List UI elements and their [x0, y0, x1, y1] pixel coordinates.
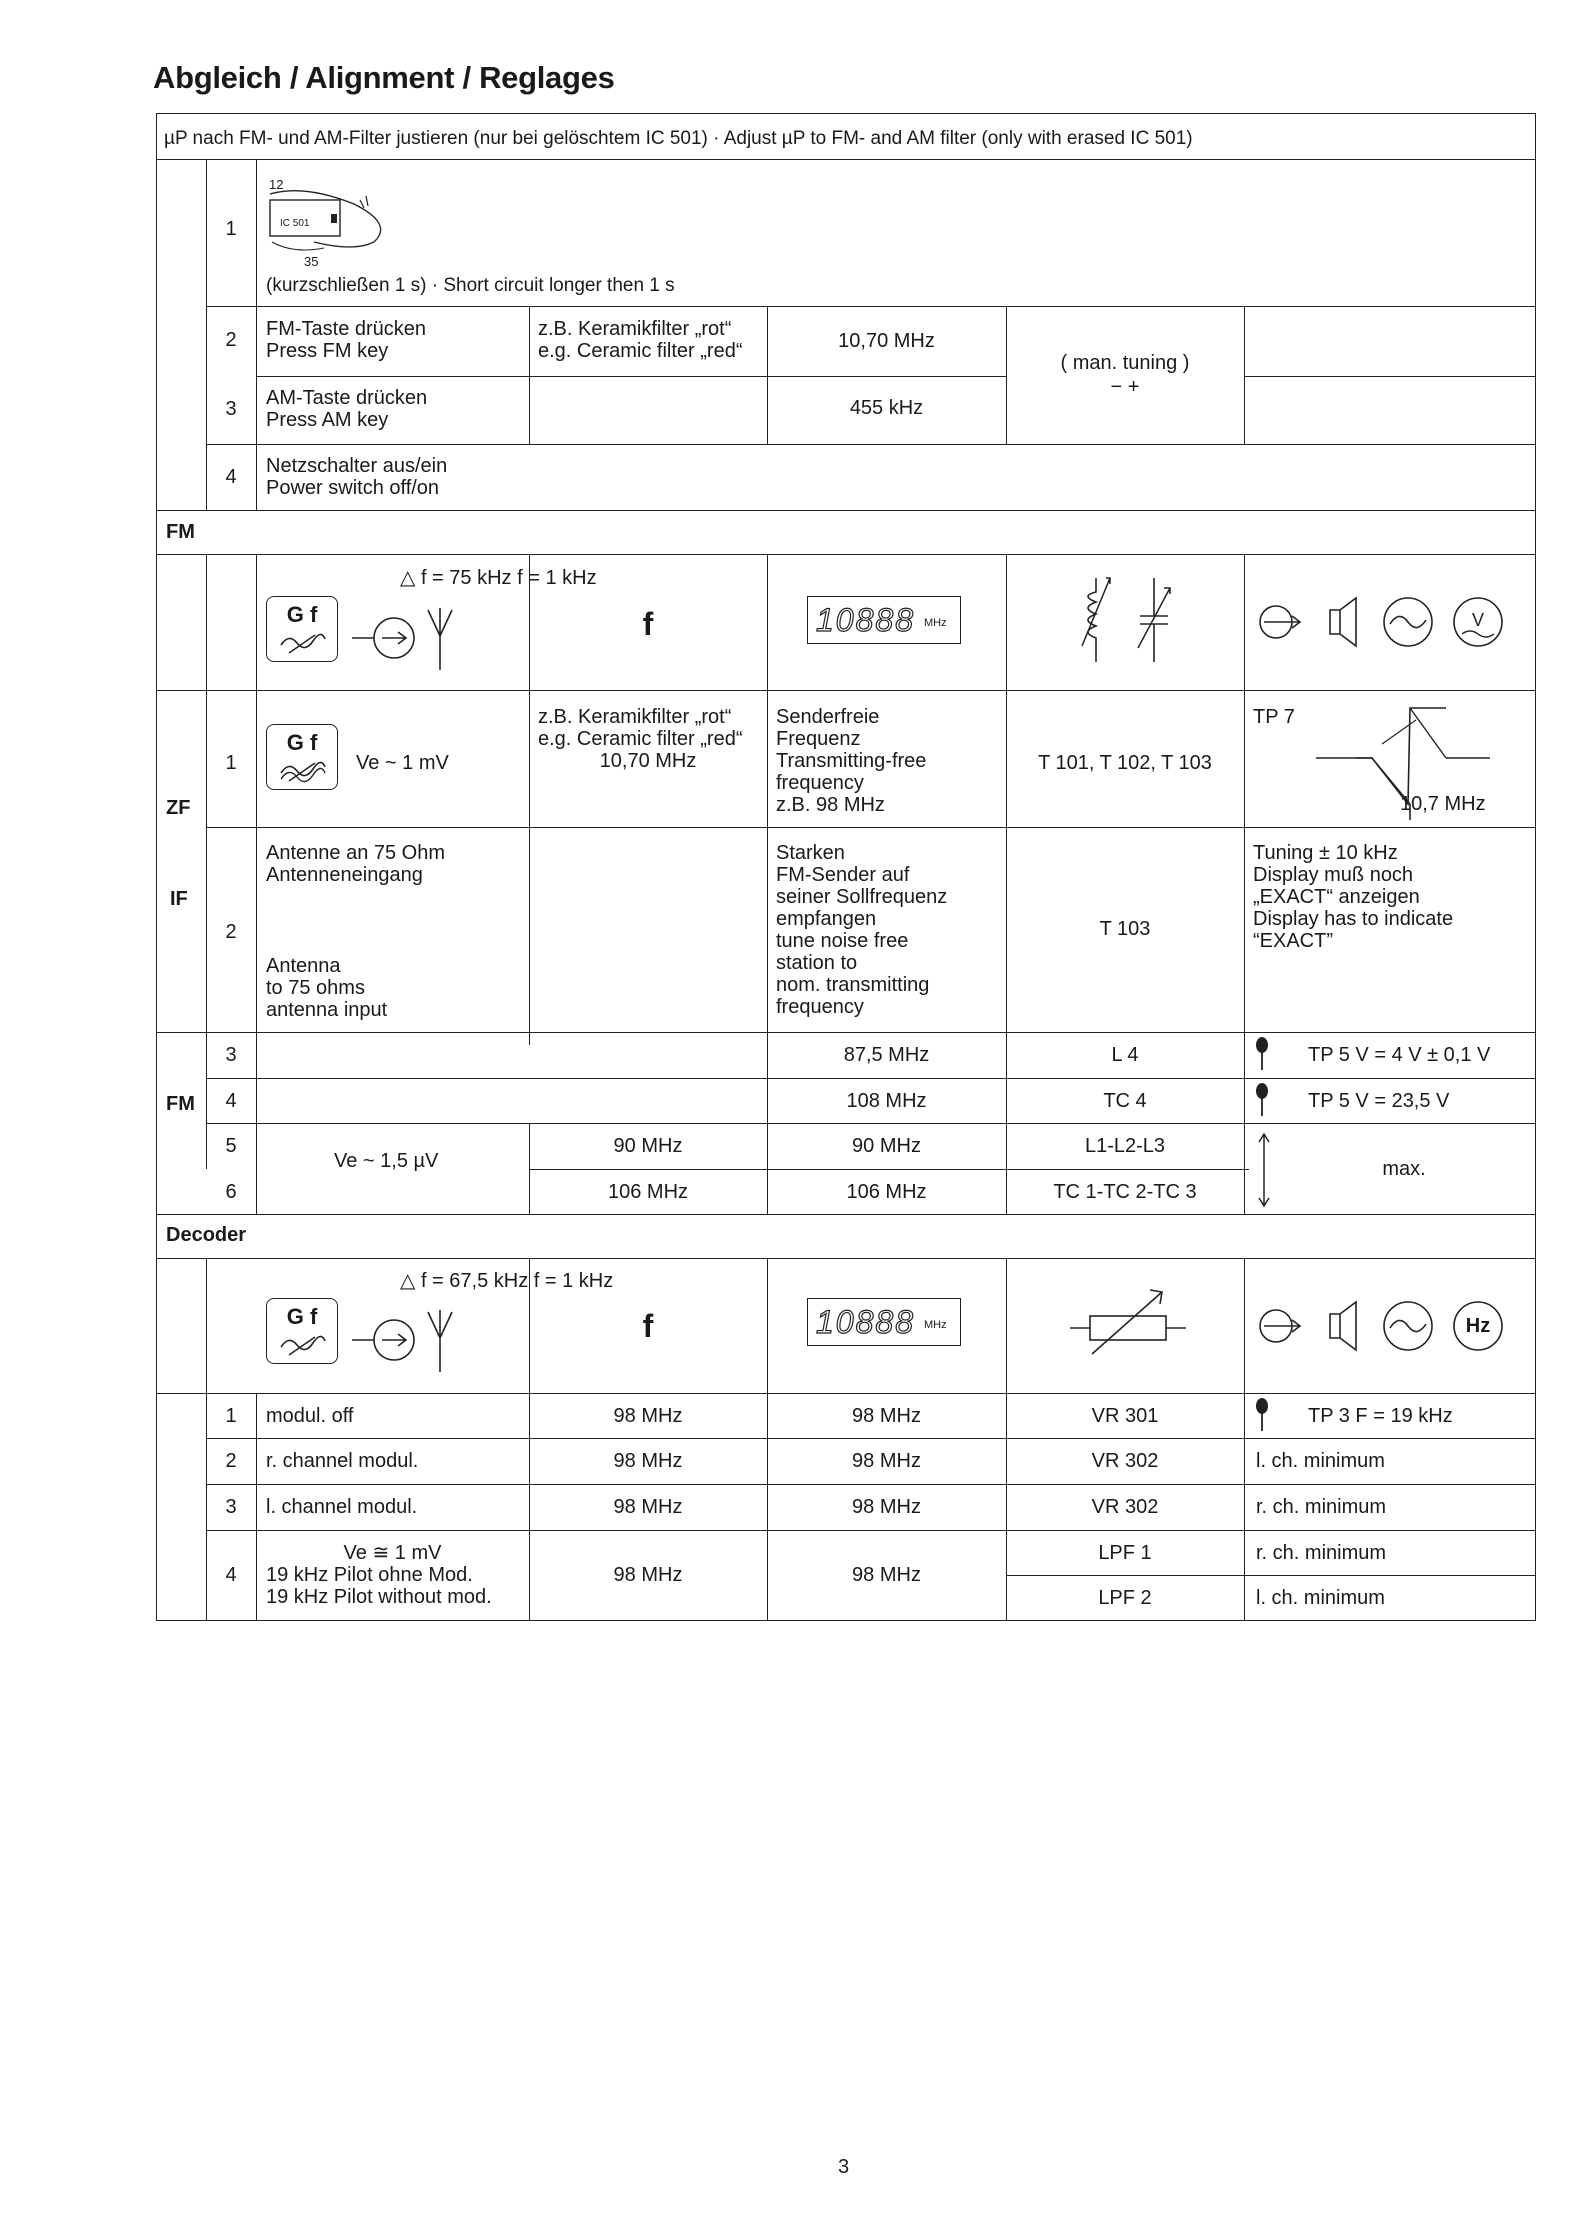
section-label-decoder: Decoder	[166, 1224, 247, 1246]
antenna-source-icon	[352, 600, 462, 672]
range-arrow-icon	[1256, 1130, 1272, 1210]
receiver-setting: station to	[776, 952, 858, 974]
frequency-symbol: f	[642, 606, 654, 642]
signal-generator-icon: G f	[266, 1298, 338, 1364]
row-number: 1	[225, 1405, 237, 1427]
digital-display-icon: 10888 MHz	[807, 1298, 961, 1346]
receiver-setting: Starken	[776, 842, 845, 864]
adjustment-element: VR 301	[1091, 1405, 1159, 1427]
action-en: Press FM key	[266, 340, 389, 362]
generator-frequency: 98 MHz	[613, 1450, 683, 1472]
svg-text:V: V	[1471, 610, 1485, 630]
input-level: Ve ~ 1,5 µV	[334, 1150, 439, 1172]
pin-label: 12	[269, 177, 284, 192]
adjustment-element: L 4	[1111, 1044, 1139, 1066]
adjustment-element: LPF 2	[1098, 1587, 1152, 1609]
row-number: 4	[225, 466, 237, 488]
adjustment-element: LPF 1	[1098, 1542, 1152, 1564]
receiver-setting: Senderfreie	[776, 706, 880, 728]
row-number: 6	[225, 1181, 237, 1203]
result-value: r. ch. minimum	[1256, 1542, 1387, 1564]
input-de: Antenneneingang	[266, 864, 423, 886]
action-en: Power switch off/on	[266, 477, 440, 499]
adjustment-element: VR 302	[1091, 1496, 1159, 1518]
input-en: antenna input	[266, 999, 388, 1021]
frequency-symbol: f	[642, 1308, 654, 1344]
receiver-setting: tune noise free	[776, 930, 909, 952]
row-number: 4	[225, 1564, 237, 1586]
adjustment-element: TC 1-TC 2-TC 3	[1053, 1181, 1197, 1203]
action-de: AM-Taste drücken	[266, 387, 428, 409]
potentiometer-icon	[1070, 1286, 1190, 1356]
filter-de: z.B. Keramikfilter „rot“	[538, 318, 732, 340]
page-title: Abgleich / Alignment / Reglages	[153, 60, 615, 95]
test-point: TP 7	[1253, 706, 1295, 728]
adjustment-element: TC 4	[1103, 1090, 1147, 1112]
filter-de: z.B. Keramikfilter „rot“	[538, 706, 732, 728]
frequency: 10,70 MHz	[838, 330, 935, 352]
probe-icon	[1254, 1397, 1272, 1433]
receiver-setting: Transmitting-free	[776, 750, 927, 772]
antenna-source-icon	[352, 1302, 462, 1374]
generator-params: △ f = 75 kHz f = 1 kHz	[400, 567, 597, 589]
row-number: 1	[225, 218, 237, 240]
pin-label: 35	[304, 254, 319, 269]
result-note: Display has to indicate	[1253, 908, 1454, 930]
intro-text: µP nach FM- und AM-Filter justieren (nur bei gelöschtem IC 501) · Adjust µP to FM- and AM filter (only with erased IC 501)	[164, 128, 1193, 149]
input-level: Ve ~ 1 mV	[356, 752, 449, 774]
section-label-if: IF	[170, 888, 188, 910]
receiver-setting: Frequenz	[776, 728, 861, 750]
tuning-label: ( man. tuning )	[1060, 352, 1190, 374]
receiver-setting: frequency	[776, 772, 864, 794]
filter-en: e.g. Ceramic filter „red“	[538, 340, 743, 362]
result-value: r. ch. minimum	[1256, 1496, 1387, 1518]
result-value: l. ch. minimum	[1256, 1450, 1385, 1472]
generator-frequency: 98 MHz	[613, 1564, 683, 1586]
filter-en: e.g. Ceramic filter „red“	[538, 728, 743, 750]
page-number: 3	[838, 2156, 850, 2178]
digital-display-icon: 10888 MHz	[807, 596, 961, 644]
action-de: Netzschalter aus/ein	[266, 455, 448, 477]
result-value: l. ch. minimum	[1256, 1587, 1385, 1609]
result-value: TP 5 V = 4 V ± 0,1 V	[1308, 1044, 1491, 1066]
section-label-zf: ZF	[166, 797, 191, 819]
receiver-frequency: 106 MHz	[846, 1181, 927, 1203]
adjustment-element: L1-L2-L3	[1084, 1135, 1166, 1157]
row-number: 3	[225, 1044, 237, 1066]
input-en: Antenna	[266, 955, 341, 977]
row-number: 3	[225, 398, 237, 420]
short-note: (kurzschließen 1 s) · Short circuit longer then 1 s	[266, 275, 675, 296]
measurement-instruments-icon	[1256, 588, 1526, 658]
decoder-step: Ve ≅ 1 mV	[343, 1542, 442, 1564]
curve-label: 10,7 MHz	[1400, 793, 1486, 815]
generator-params: △ f = 67,5 kHz f = 1 kHz	[400, 1270, 614, 1292]
coil-capacitor-icon	[1076, 572, 1186, 672]
result-note: Display muß noch	[1253, 864, 1414, 886]
section-label-fm: FM	[166, 521, 195, 543]
result-note: “EXACT”	[1253, 930, 1333, 952]
signal-generator-icon: G f	[266, 596, 338, 662]
receiver-frequency: 98 MHz	[852, 1564, 921, 1586]
receiver-setting: z.B. 98 MHz	[776, 794, 885, 816]
action-de: FM-Taste drücken	[266, 318, 427, 340]
row-number: 4	[225, 1090, 237, 1112]
receiver-frequency: 90 MHz	[852, 1135, 921, 1157]
row-number: 5	[225, 1135, 237, 1157]
frequency-meter-label: Hz	[1465, 1315, 1491, 1337]
probe-icon	[1254, 1082, 1272, 1118]
adjustment-element: T 103	[1099, 918, 1151, 940]
receiver-frequency: 98 MHz	[852, 1450, 921, 1472]
decoder-step: r. channel modul.	[266, 1450, 419, 1472]
tuning-keys: − +	[1110, 376, 1140, 398]
receiver-setting: FM-Sender auf	[776, 864, 910, 886]
filter-frequency: 10,70 MHz	[599, 750, 697, 772]
generator-frequency: 98 MHz	[613, 1405, 683, 1427]
generator-frequency: 98 MHz	[613, 1496, 683, 1518]
receiver-setting: seiner Sollfrequenz	[776, 886, 948, 908]
adjustment-element: VR 302	[1091, 1450, 1159, 1472]
input-de: Antenne an 75 Ohm	[266, 842, 446, 864]
row-number: 3	[225, 1496, 237, 1518]
result-note: „EXACT“ anzeigen	[1253, 886, 1420, 908]
receiver-frequency: 98 MHz	[852, 1405, 921, 1427]
probe-icon	[1254, 1036, 1272, 1072]
receiver-frequency: 87,5 MHz	[843, 1044, 930, 1066]
result-value: max.	[1382, 1158, 1426, 1180]
decoder-step: l. channel modul.	[266, 1496, 418, 1518]
receiver-setting: nom. transmitting	[776, 974, 930, 996]
decoder-step: modul. off	[266, 1405, 354, 1427]
frequency: 455 kHz	[849, 397, 924, 419]
action-en: Press AM key	[266, 409, 389, 431]
input-en: to 75 ohms	[266, 977, 365, 999]
row-number: 2	[225, 329, 237, 351]
adjustment-element: T 101, T 102, T 103	[1038, 752, 1212, 774]
signal-generator-icon: G f	[266, 724, 338, 790]
row-number: 2	[225, 1450, 237, 1472]
decoder-step: 19 kHz Pilot ohne Mod.	[266, 1564, 473, 1586]
generator-frequency: 106 MHz	[607, 1181, 689, 1203]
result-note: Tuning ± 10 kHz	[1253, 842, 1398, 864]
decoder-step: 19 kHz Pilot without mod.	[266, 1586, 492, 1608]
row-number: 2	[225, 921, 237, 943]
result-value: TP 5 V = 23,5 V	[1308, 1090, 1450, 1112]
result-value: TP 3 F = 19 kHz	[1308, 1405, 1453, 1427]
ic-label: IC 501	[280, 218, 310, 229]
row-number: 1	[225, 752, 237, 774]
receiver-setting: frequency	[776, 996, 864, 1018]
section-label-fm: FM	[166, 1093, 195, 1115]
generator-frequency: 90 MHz	[613, 1135, 683, 1157]
receiver-setting: empfangen	[776, 908, 877, 930]
receiver-frequency: 108 MHz	[846, 1090, 927, 1112]
receiver-frequency: 98 MHz	[852, 1496, 921, 1518]
